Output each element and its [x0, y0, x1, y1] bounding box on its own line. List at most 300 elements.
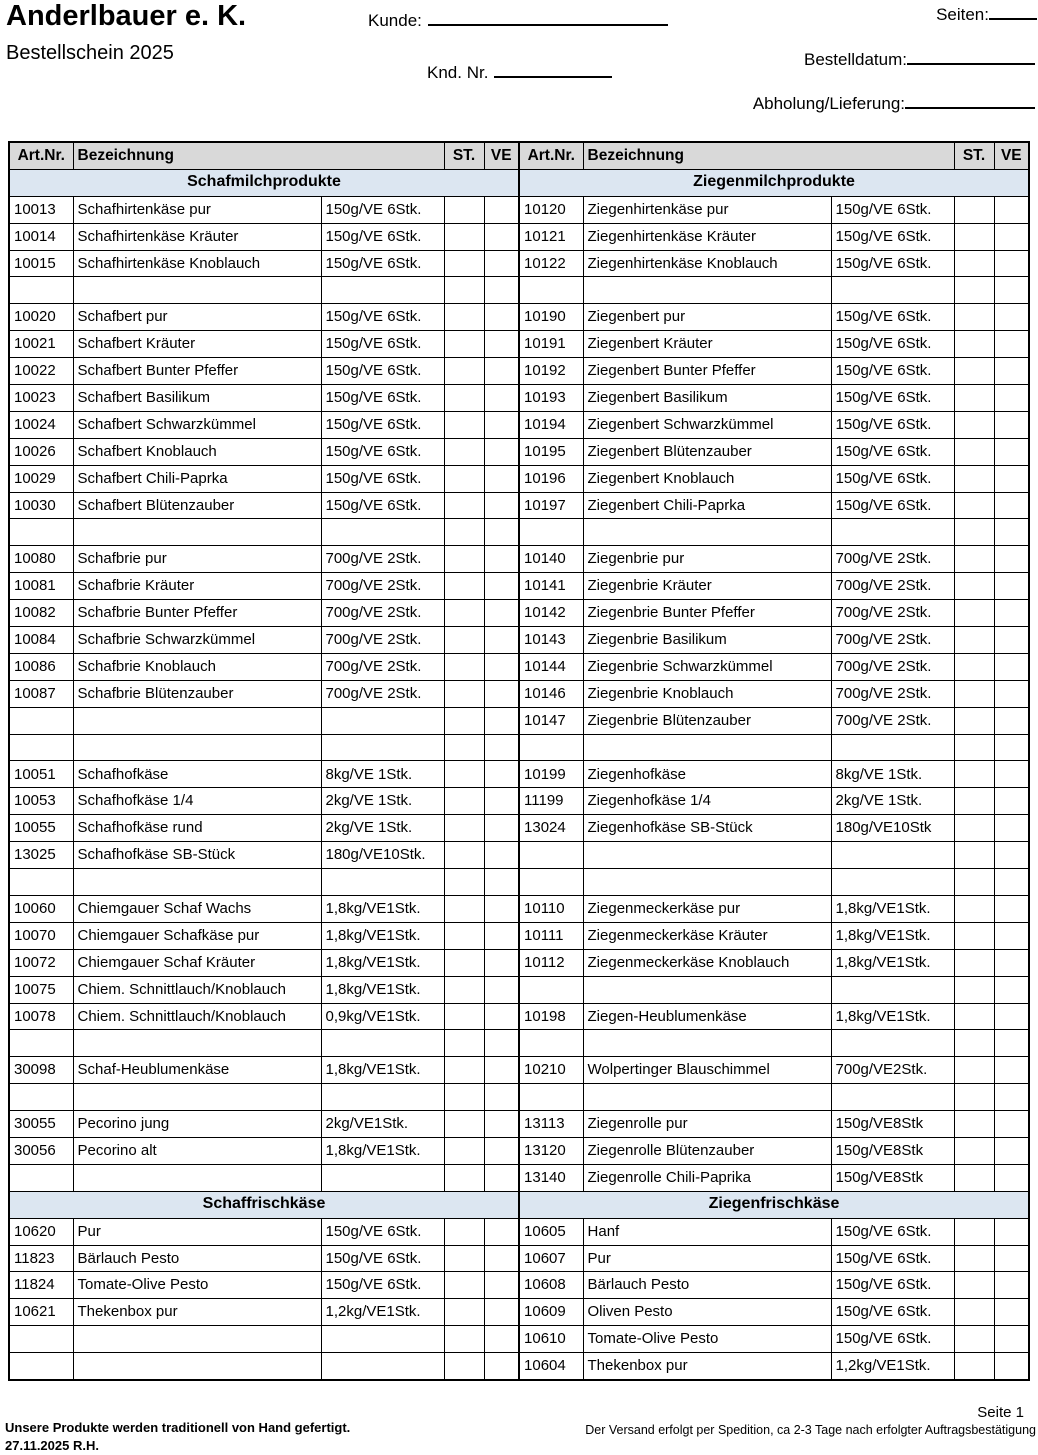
unit-size-cell	[831, 519, 954, 546]
ve-quantity-cell[interactable]	[484, 1272, 519, 1299]
artnr-cell: 10609	[519, 1299, 583, 1326]
st-quantity-cell[interactable]	[444, 250, 484, 277]
spacer-row	[519, 519, 1029, 546]
st-quantity-cell[interactable]	[444, 411, 484, 438]
unit-size-cell: 150g/VE 6Stk.	[321, 250, 444, 277]
ve-quantity-cell[interactable]	[484, 895, 519, 922]
artnr-cell: 10193	[519, 385, 583, 412]
artnr-cell: 10191	[519, 331, 583, 358]
st-quantity-cell[interactable]	[954, 546, 994, 573]
unit-size-cell: 1,8kg/VE1Stk.	[831, 922, 954, 949]
artnr-cell: 10605	[519, 1218, 583, 1245]
st-quantity-cell[interactable]	[954, 304, 994, 331]
artnr-cell: 10075	[9, 976, 73, 1003]
unit-size-cell: 150g/VE 6Stk.	[321, 358, 444, 385]
st-quantity-cell[interactable]	[954, 1137, 994, 1164]
product-row	[519, 1218, 1029, 1245]
section-header-row	[9, 1191, 519, 1218]
bezeichnung-cell: Ziegenbert Bunter Pfeffer	[583, 358, 831, 385]
product-row	[9, 385, 519, 412]
product-row	[9, 815, 519, 842]
st-quantity-cell[interactable]	[444, 1111, 484, 1138]
ve-quantity-cell[interactable]	[994, 895, 1029, 922]
bezeichnung-cell	[583, 869, 831, 896]
ve-quantity-cell[interactable]	[484, 1003, 519, 1030]
ve-quantity-cell[interactable]	[484, 600, 519, 627]
section-title: Ziegenmilchprodukte	[519, 169, 1029, 196]
st-quantity-cell[interactable]	[954, 680, 994, 707]
ve-quantity-cell	[994, 1084, 1029, 1111]
ve-quantity-cell[interactable]	[994, 1245, 1029, 1272]
bezeichnung-cell: Chiem. Schnittlauch/Knoblauch	[73, 1003, 321, 1030]
artnr-cell: 10024	[9, 411, 73, 438]
st-quantity-cell[interactable]	[954, 1245, 994, 1272]
st-quantity-cell[interactable]	[444, 680, 484, 707]
unit-size-cell	[831, 842, 954, 869]
product-row	[9, 922, 519, 949]
st-quantity-cell[interactable]	[954, 949, 994, 976]
unit-size-cell: 1,8kg/VE1Stk.	[321, 922, 444, 949]
bezeichnung-cell: Thekenbox pur	[583, 1353, 831, 1380]
artnr-cell: 10030	[9, 492, 73, 519]
kunde-input-line[interactable]	[428, 9, 668, 26]
unit-size-cell: 700g/VE 2Stk.	[831, 600, 954, 627]
ve-quantity-cell[interactable]	[484, 1111, 519, 1138]
ve-quantity-cell[interactable]	[484, 492, 519, 519]
st-quantity-cell[interactable]	[954, 250, 994, 277]
ve-quantity-cell[interactable]	[994, 304, 1029, 331]
artnr-cell: 10141	[519, 573, 583, 600]
abholung-lieferung-input-line[interactable]	[905, 92, 1035, 109]
st-quantity-cell[interactable]	[954, 707, 994, 734]
unit-size-cell: 150g/VE 6Stk.	[321, 465, 444, 492]
bezeichnung-cell: Ziegenbert Knoblauch	[583, 465, 831, 492]
st-quantity-cell[interactable]	[444, 385, 484, 412]
st-quantity-cell[interactable]	[954, 627, 994, 654]
st-quantity-cell[interactable]	[444, 788, 484, 815]
artnr-cell	[519, 869, 583, 896]
product-row	[9, 492, 519, 519]
st-quantity-cell[interactable]	[954, 1272, 994, 1299]
st-quantity-cell[interactable]	[954, 761, 994, 788]
bestelldatum-input-line[interactable]	[907, 48, 1035, 65]
bezeichnung-cell: Schafbrie Kräuter	[73, 573, 321, 600]
st-quantity-cell[interactable]	[954, 1326, 994, 1353]
ve-quantity-cell[interactable]	[484, 788, 519, 815]
section-header-row	[519, 169, 1029, 196]
column-header-st: ST.	[954, 142, 994, 169]
artnr-cell: 10197	[519, 492, 583, 519]
st-quantity-cell[interactable]	[954, 653, 994, 680]
column-header-bezeichnung: Bezeichnung	[73, 142, 444, 169]
artnr-cell: 10081	[9, 573, 73, 600]
product-row	[9, 842, 519, 869]
st-quantity-cell[interactable]	[954, 895, 994, 922]
st-quantity-cell[interactable]	[954, 1164, 994, 1191]
st-quantity-cell	[954, 842, 994, 869]
bezeichnung-cell: Ziegenhofkäse	[583, 761, 831, 788]
bezeichnung-cell	[73, 707, 321, 734]
bezeichnung-cell: Ziegenbert Chili-Paprka	[583, 492, 831, 519]
product-row	[519, 1137, 1029, 1164]
ve-quantity-cell[interactable]	[994, 600, 1029, 627]
product-row	[519, 304, 1029, 331]
product-row	[9, 600, 519, 627]
product-row	[519, 1245, 1029, 1272]
st-quantity-cell[interactable]	[954, 492, 994, 519]
unit-size-cell: 150g/VE 6Stk.	[321, 1218, 444, 1245]
ve-quantity-cell[interactable]	[484, 922, 519, 949]
ve-quantity-cell[interactable]	[994, 922, 1029, 949]
st-quantity-cell[interactable]	[444, 1299, 484, 1326]
ve-quantity-cell[interactable]	[994, 331, 1029, 358]
product-row	[519, 196, 1029, 223]
st-quantity-cell[interactable]	[444, 1003, 484, 1030]
ve-quantity-cell[interactable]	[994, 815, 1029, 842]
product-row	[519, 573, 1029, 600]
unit-size-cell: 150g/VE 6Stk.	[831, 223, 954, 250]
unit-size-cell: 150g/VE 6Stk.	[321, 438, 444, 465]
ve-quantity-cell[interactable]	[484, 653, 519, 680]
spacer-row	[9, 1084, 519, 1111]
artnr-cell: 10110	[519, 895, 583, 922]
st-quantity-cell[interactable]	[954, 358, 994, 385]
st-quantity-cell[interactable]	[444, 196, 484, 223]
artnr-cell: 10072	[9, 949, 73, 976]
ve-quantity-cell[interactable]	[994, 1164, 1029, 1191]
st-quantity-cell[interactable]	[954, 411, 994, 438]
ve-quantity-cell[interactable]	[484, 438, 519, 465]
ve-quantity-cell[interactable]	[994, 438, 1029, 465]
ve-quantity-cell[interactable]	[994, 1326, 1029, 1353]
kundennummer-field	[427, 61, 612, 83]
artnr-cell: 10140	[519, 546, 583, 573]
ve-quantity-cell[interactable]	[484, 761, 519, 788]
ve-quantity-cell[interactable]	[994, 1137, 1029, 1164]
st-quantity-cell[interactable]	[954, 196, 994, 223]
st-quantity-cell[interactable]	[444, 976, 484, 1003]
bezeichnung-cell: Pecorino alt	[73, 1137, 321, 1164]
st-quantity-cell[interactable]	[954, 1218, 994, 1245]
st-quantity-cell	[954, 1030, 994, 1057]
ve-quantity-cell[interactable]	[994, 1111, 1029, 1138]
st-quantity-cell[interactable]	[954, 815, 994, 842]
ve-quantity-cell	[484, 1084, 519, 1111]
ve-quantity-cell[interactable]	[484, 1218, 519, 1245]
ve-quantity-cell[interactable]	[994, 358, 1029, 385]
st-quantity-cell[interactable]	[954, 1111, 994, 1138]
ve-quantity-cell[interactable]	[994, 1272, 1029, 1299]
ve-quantity-cell[interactable]	[994, 627, 1029, 654]
st-quantity-cell[interactable]	[954, 438, 994, 465]
st-quantity-cell[interactable]	[444, 949, 484, 976]
ve-quantity-cell[interactable]	[994, 196, 1029, 223]
spacer-row	[9, 1030, 519, 1057]
unit-size-cell: 150g/VE 6Stk.	[831, 465, 954, 492]
bezeichnung-cell: Ziegenhirtenkäse Knoblauch	[583, 250, 831, 277]
st-quantity-cell[interactable]	[954, 1353, 994, 1380]
st-quantity-cell[interactable]	[954, 1057, 994, 1084]
unit-size-cell: 150g/VE 6Stk.	[831, 358, 954, 385]
artnr-cell: 10190	[519, 304, 583, 331]
artnr-cell: 10143	[519, 627, 583, 654]
st-quantity-cell[interactable]	[954, 331, 994, 358]
artnr-cell: 10070	[9, 922, 73, 949]
unit-size-cell: 150g/VE 6Stk.	[831, 492, 954, 519]
artnr-cell: 10013	[9, 196, 73, 223]
st-quantity-cell[interactable]	[954, 385, 994, 412]
ve-quantity-cell[interactable]	[484, 331, 519, 358]
unit-size-cell	[831, 976, 954, 1003]
bezeichnung-cell: Bärlauch Pesto	[73, 1245, 321, 1272]
st-quantity-cell[interactable]	[444, 546, 484, 573]
product-row	[519, 358, 1029, 385]
ve-quantity-cell	[994, 1030, 1029, 1057]
artnr-cell	[9, 1326, 73, 1353]
ve-quantity-cell[interactable]	[484, 815, 519, 842]
artnr-cell: 10198	[519, 1003, 583, 1030]
st-quantity-cell[interactable]	[444, 304, 484, 331]
order-table-right	[518, 141, 1030, 1381]
st-quantity-cell[interactable]	[954, 465, 994, 492]
st-quantity-cell[interactable]	[444, 761, 484, 788]
artnr-cell: 10023	[9, 385, 73, 412]
st-quantity-cell[interactable]	[444, 438, 484, 465]
artnr-cell: 10604	[519, 1353, 583, 1380]
bezeichnung-cell: Schafbrie Blütenzauber	[73, 680, 321, 707]
spacer-row	[519, 976, 1029, 1003]
ve-quantity-cell[interactable]	[994, 1218, 1029, 1245]
ve-quantity-cell[interactable]	[484, 1057, 519, 1084]
ve-quantity-cell[interactable]	[484, 196, 519, 223]
product-row	[519, 707, 1029, 734]
ve-quantity-cell[interactable]	[994, 250, 1029, 277]
unit-size-cell: 150g/VE 6Stk.	[321, 411, 444, 438]
unit-size-cell	[321, 519, 444, 546]
product-row	[519, 438, 1029, 465]
ve-quantity-cell[interactable]	[484, 358, 519, 385]
ve-quantity-cell[interactable]	[484, 1299, 519, 1326]
footer-handmade-note: Unsere Produkte werden traditionell von Hand gefertigt.	[5, 1420, 351, 1435]
product-row	[519, 680, 1029, 707]
artnr-cell: 10621	[9, 1299, 73, 1326]
bezeichnung-cell: Schafhofkäse 1/4	[73, 788, 321, 815]
bezeichnung-cell: Ziegenbert Kräuter	[583, 331, 831, 358]
st-quantity-cell[interactable]	[444, 573, 484, 600]
st-quantity-cell[interactable]	[954, 922, 994, 949]
artnr-cell	[9, 734, 73, 761]
ve-quantity-cell[interactable]	[994, 1299, 1029, 1326]
st-quantity-cell[interactable]	[444, 492, 484, 519]
bezeichnung-cell	[73, 1084, 321, 1111]
artnr-cell: 10608	[519, 1272, 583, 1299]
ve-quantity-cell[interactable]	[484, 250, 519, 277]
ve-quantity-cell[interactable]	[994, 1057, 1029, 1084]
st-quantity-cell[interactable]	[444, 465, 484, 492]
ve-quantity-cell[interactable]	[994, 1003, 1029, 1030]
bezeichnung-cell: Pecorino jung	[73, 1111, 321, 1138]
st-quantity-cell[interactable]	[444, 358, 484, 385]
ve-quantity-cell[interactable]	[484, 976, 519, 1003]
ve-quantity-cell[interactable]	[484, 304, 519, 331]
artnr-cell: 10142	[519, 600, 583, 627]
st-quantity-cell[interactable]	[954, 1299, 994, 1326]
bezeichnung-cell: Tomate-Olive Pesto	[73, 1272, 321, 1299]
ve-quantity-cell[interactable]	[484, 385, 519, 412]
unit-size-cell: 150g/VE 6Stk.	[831, 196, 954, 223]
unit-size-cell: 180g/VE10Stk	[831, 815, 954, 842]
kunde-field	[368, 9, 668, 31]
ve-quantity-cell[interactable]	[994, 680, 1029, 707]
ve-quantity-cell[interactable]	[484, 465, 519, 492]
bezeichnung-cell	[73, 277, 321, 304]
bezeichnung-cell: Ziegenhofkäse 1/4	[583, 788, 831, 815]
ve-quantity-cell	[994, 519, 1029, 546]
product-row	[9, 1003, 519, 1030]
st-quantity-cell[interactable]	[444, 653, 484, 680]
st-quantity-cell[interactable]	[444, 1218, 484, 1245]
ve-quantity-cell[interactable]	[994, 949, 1029, 976]
unit-size-cell: 1,2kg/VE1Stk.	[831, 1353, 954, 1380]
ve-quantity-cell[interactable]	[994, 1353, 1029, 1380]
unit-size-cell: 150g/VE 6Stk.	[321, 196, 444, 223]
bezeichnung-cell: Ziegenbrie Schwarzkümmel	[583, 653, 831, 680]
unit-size-cell: 1,2kg/VE1Stk.	[321, 1299, 444, 1326]
product-row	[9, 976, 519, 1003]
unit-size-cell: 2kg/VE1Stk.	[321, 1111, 444, 1138]
ve-quantity-cell[interactable]	[994, 223, 1029, 250]
ve-quantity-cell[interactable]	[484, 223, 519, 250]
artnr-cell: 10120	[519, 196, 583, 223]
st-quantity-cell[interactable]	[444, 1137, 484, 1164]
ve-quantity-cell[interactable]	[484, 680, 519, 707]
st-quantity-cell[interactable]	[954, 600, 994, 627]
artnr-cell: 13024	[519, 815, 583, 842]
spacer-row	[9, 1326, 519, 1353]
page-number: Seite 1	[977, 1404, 1024, 1421]
st-quantity-cell	[444, 1353, 484, 1380]
artnr-cell: 13025	[9, 842, 73, 869]
unit-size-cell	[321, 707, 444, 734]
ve-quantity-cell	[484, 277, 519, 304]
column-header-ve: VE	[484, 142, 519, 169]
ve-quantity-cell[interactable]	[994, 465, 1029, 492]
st-quantity-cell	[954, 976, 994, 1003]
seiten-input-line[interactable]	[989, 3, 1037, 20]
st-quantity-cell[interactable]	[444, 815, 484, 842]
bezeichnung-cell: Ziegenhofkäse SB-Stück	[583, 815, 831, 842]
artnr-cell: 10610	[519, 1326, 583, 1353]
artnr-cell: 10196	[519, 465, 583, 492]
product-row	[519, 1111, 1029, 1138]
product-row	[519, 223, 1029, 250]
product-row	[9, 1218, 519, 1245]
form-title: Bestellschein 2025	[6, 42, 174, 64]
company-name: Anderlbauer e. K.	[6, 0, 247, 32]
ve-quantity-cell	[484, 1164, 519, 1191]
ve-quantity-cell[interactable]	[994, 707, 1029, 734]
product-row	[9, 304, 519, 331]
bezeichnung-cell: Ziegenmeckerkäse Kräuter	[583, 922, 831, 949]
ve-quantity-cell[interactable]	[994, 653, 1029, 680]
ve-quantity-cell[interactable]	[484, 1245, 519, 1272]
st-quantity-cell[interactable]	[444, 922, 484, 949]
unit-size-cell: 1,8kg/VE1Stk.	[831, 949, 954, 976]
st-quantity-cell[interactable]	[444, 627, 484, 654]
st-quantity-cell[interactable]	[444, 223, 484, 250]
unit-size-cell: 1,8kg/VE1Stk.	[321, 1137, 444, 1164]
st-quantity-cell	[444, 1164, 484, 1191]
ve-quantity-cell[interactable]	[994, 573, 1029, 600]
st-quantity-cell[interactable]	[954, 788, 994, 815]
unit-size-cell	[321, 869, 444, 896]
ve-quantity-cell[interactable]	[994, 761, 1029, 788]
bezeichnung-cell: Pur	[583, 1245, 831, 1272]
artnr-cell: 10029	[9, 465, 73, 492]
ve-quantity-cell[interactable]	[484, 573, 519, 600]
ve-quantity-cell[interactable]	[484, 411, 519, 438]
ve-quantity-cell	[994, 869, 1029, 896]
spacer-row	[9, 734, 519, 761]
column-header-ve: VE	[994, 142, 1029, 169]
st-quantity-cell[interactable]	[444, 600, 484, 627]
st-quantity-cell[interactable]	[954, 573, 994, 600]
product-row	[519, 895, 1029, 922]
st-quantity-cell[interactable]	[444, 1057, 484, 1084]
artnr-cell	[9, 1164, 73, 1191]
ve-quantity-cell[interactable]	[994, 788, 1029, 815]
st-quantity-cell[interactable]	[444, 1272, 484, 1299]
st-quantity-cell[interactable]	[444, 842, 484, 869]
bezeichnung-cell: Schafbrie Knoblauch	[73, 653, 321, 680]
st-quantity-cell[interactable]	[954, 223, 994, 250]
st-quantity-cell[interactable]	[444, 331, 484, 358]
kundennummer-input-line[interactable]	[494, 61, 612, 78]
ve-quantity-cell[interactable]	[484, 842, 519, 869]
st-quantity-cell[interactable]	[444, 895, 484, 922]
artnr-cell: 13113	[519, 1111, 583, 1138]
ve-quantity-cell[interactable]	[484, 627, 519, 654]
ve-quantity-cell[interactable]	[994, 492, 1029, 519]
ve-quantity-cell[interactable]	[484, 949, 519, 976]
bezeichnung-cell	[583, 519, 831, 546]
product-row	[9, 331, 519, 358]
st-quantity-cell[interactable]	[444, 1245, 484, 1272]
ve-quantity-cell[interactable]	[994, 546, 1029, 573]
artnr-cell: 10146	[519, 680, 583, 707]
ve-quantity-cell[interactable]	[484, 546, 519, 573]
st-quantity-cell	[954, 869, 994, 896]
product-row	[9, 680, 519, 707]
unit-size-cell	[321, 277, 444, 304]
bezeichnung-cell: Oliven Pesto	[583, 1299, 831, 1326]
st-quantity-cell[interactable]	[954, 1003, 994, 1030]
ve-quantity-cell[interactable]	[484, 1137, 519, 1164]
artnr-cell: 10122	[519, 250, 583, 277]
unit-size-cell: 150g/VE 6Stk.	[321, 223, 444, 250]
bezeichnung-cell: Ziegenbert Schwarzkümmel	[583, 411, 831, 438]
product-row	[9, 223, 519, 250]
unit-size-cell: 700g/VE 2Stk.	[321, 546, 444, 573]
bezeichnung-cell: Ziegenmeckerkäse Knoblauch	[583, 949, 831, 976]
unit-size-cell: 700g/VE 2Stk.	[321, 653, 444, 680]
ve-quantity-cell[interactable]	[994, 411, 1029, 438]
bezeichnung-cell: Schafbrie Schwarzkümmel	[73, 627, 321, 654]
ve-quantity-cell	[484, 519, 519, 546]
bezeichnung-cell: Bärlauch Pesto	[583, 1272, 831, 1299]
ve-quantity-cell[interactable]	[994, 385, 1029, 412]
bezeichnung-cell: Schafbrie Bunter Pfeffer	[73, 600, 321, 627]
